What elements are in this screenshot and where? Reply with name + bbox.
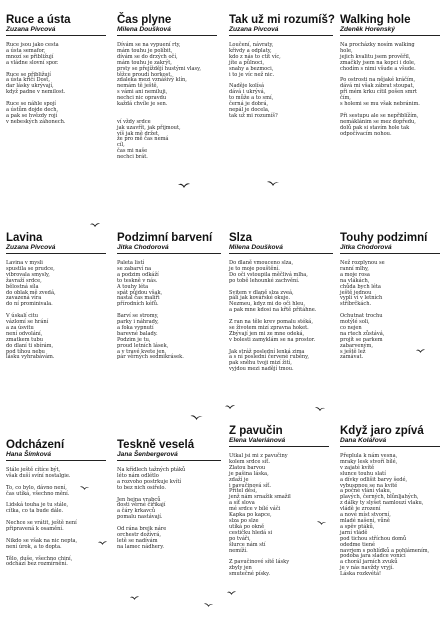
poem-line: Utkal jsi mi z pavučiny — [229, 453, 288, 459]
poem-title: Lavina — [6, 232, 43, 244]
poem-stanza — [229, 84, 333, 119]
poem-stanza — [229, 320, 333, 344]
poem-title: Z pavučin — [229, 425, 283, 437]
poem-stanza — [340, 43, 440, 73]
bird-icon — [130, 595, 139, 601]
poem-line: zmačkly jsem na kopci i dole, — [340, 59, 416, 66]
poem-stanza — [6, 43, 106, 67]
poem-line: a za úsvitu — [6, 324, 34, 331]
poem-line: Láska rozkvétá! — [340, 571, 382, 578]
poem-line: Naděje kolísá — [229, 83, 265, 90]
poem-line: léto nám odlétlo — [117, 472, 159, 479]
poem-line: to bez nich osiřelo. — [117, 484, 166, 491]
poem-teskne-vesela — [117, 439, 221, 557]
poem-line: to teskně v nás. — [117, 277, 158, 284]
poem-walking-hole — [340, 14, 440, 143]
poem-line: není úrok, a to dopta. — [6, 543, 62, 550]
poem-line: a chorál jarních zvuků — [340, 559, 398, 566]
poem-author: Milena Doušková — [229, 244, 333, 254]
poem-line: je to moje pouštění. — [229, 265, 280, 272]
poem-line: ví vždy srdce — [117, 118, 151, 125]
poem-line: dolů pak si stavím hole tak — [340, 124, 410, 131]
poem-line: pomalu nastávají. — [117, 514, 163, 521]
poem-line: jak uzavřít, jak přijmout, — [117, 124, 181, 131]
poem-body — [117, 43, 217, 161]
poem-line: a spěv ptáků, — [340, 523, 375, 530]
poem-line: do oblak mě zvedá, — [6, 289, 56, 296]
poem-line: Z ran na těle krev pomalu stéká, — [229, 319, 313, 326]
poem-title: Podzimní barvení — [117, 232, 213, 244]
poem-line: stříbrčkách. — [340, 301, 372, 308]
poem-line: z dálky ty slyšet namlouzí vlaku, — [340, 500, 424, 507]
poem-podzimni-barveni — [117, 232, 221, 367]
poem-stanza — [117, 314, 221, 361]
poem-stanza — [340, 78, 440, 108]
poem-line: při mém krku cítil pošen smrt — [340, 89, 417, 96]
poem-line: v bolesti zamyklám se na prostor. — [229, 336, 316, 343]
poem-line: jenž nám srnažik smažil — [229, 494, 291, 501]
poem-author: Jana Šenbergerová — [117, 451, 221, 461]
poem-line: A touhy léta — [117, 283, 149, 290]
poem-author: Jitka Chodorová — [117, 244, 221, 254]
poem-line: nemám tě ještě, — [117, 83, 159, 90]
poem-line: to může a to smí, — [229, 95, 274, 102]
poem-line: Paleta listí — [117, 260, 145, 266]
poem-body — [6, 468, 106, 568]
poem-line: jíte a půlnoci, — [229, 59, 265, 66]
poem-title: Čas plyne — [117, 14, 172, 26]
bird-icon — [225, 404, 235, 410]
poem-line: dává i ukrývá, — [229, 89, 266, 96]
poem-line: nepál je docela, — [229, 106, 270, 113]
poem-line: orchestr dožívrá, — [117, 531, 161, 538]
poem-stanza — [117, 261, 221, 308]
poem-line: čím, — [340, 95, 351, 102]
poem-line: nastal čas malíři — [117, 295, 160, 302]
poem-line: vyjdou mezi nadějí tmou. — [229, 366, 294, 373]
poem-line: v nebeských záhonech. — [6, 118, 66, 125]
poem-line: a ústa křičí Dost, — [6, 77, 50, 84]
poem-line: vibrovala smysly, — [6, 271, 50, 278]
poem-line: Lavina v mysli — [6, 260, 43, 266]
poem-line: a podzim odkáží — [117, 271, 159, 278]
poem-line: že pro mě čas nemá — [117, 136, 169, 143]
poem-line: motýlé soli, — [340, 319, 370, 326]
poem-line: Po ostrosti na nějaké kráčím, — [340, 77, 416, 84]
poem-stanza — [6, 521, 106, 533]
bird-icon — [315, 406, 325, 412]
poem-line: a pak mne kdosi na křtě přitáhne. — [229, 307, 317, 314]
bird-icon — [80, 485, 89, 491]
poem-line: Na procházky nosím walking — [340, 42, 415, 48]
poem-line: po tváři, — [229, 535, 251, 542]
poem-line: přírodních kéfů. — [117, 301, 159, 308]
poem-line: se životem mizí zpravna hoket. — [229, 324, 309, 331]
poem-author: Jitka Chodorová — [340, 244, 440, 254]
poem-line: na vlákách, — [340, 277, 370, 284]
poem-line: a foka vypnutí — [117, 324, 154, 331]
poem-line: tak už mi rozumíš? — [229, 112, 278, 119]
poem-line: ještě jednou — [340, 289, 372, 296]
poem-line: cestičku hledá si — [229, 529, 273, 536]
poem-kdyz-jaro-zpiva — [340, 425, 440, 584]
poem-body — [229, 261, 333, 373]
poem-z-pavucin — [229, 425, 329, 584]
poem-line: a moje rosa — [340, 271, 370, 278]
poem-line: zdaleka mezi vznášivý klín, — [117, 77, 187, 84]
poem-body — [6, 43, 106, 126]
poem-author: Zdeněk Horenský — [340, 26, 440, 36]
poem-stanza — [229, 350, 333, 374]
poem-cas-plyne — [117, 14, 217, 167]
poem-stanza — [117, 43, 217, 108]
poem-line: barevné balady. — [117, 330, 158, 337]
poem-line: Ruce se přibližují — [6, 71, 51, 78]
poem-stanza — [340, 314, 440, 361]
poem-stanza — [6, 486, 106, 498]
poem-line: zmatkem tubu — [6, 336, 44, 343]
poem-stanza — [6, 102, 106, 126]
poem-stanza — [229, 560, 329, 578]
poem-line: spustila se prudce, — [6, 265, 55, 272]
poem-line: Nezmeu, kdyz mi do oči hleu, — [229, 301, 306, 308]
bird-icon — [317, 520, 326, 526]
bird-icon — [98, 540, 107, 546]
poem-line: Zlatou barvou — [229, 464, 266, 471]
poem-line: Jen hejna vrabců — [117, 496, 161, 503]
poem-line: ranní mlhy, — [340, 265, 369, 272]
poem-line: pár věrných sedmikrásek. — [117, 354, 184, 361]
bird-icon — [90, 222, 100, 228]
poem-line: Stále ještě cítíce být, — [6, 467, 61, 473]
poem-line: Ochutnat trochu — [340, 313, 383, 320]
poem-line: pod tíhou nebu — [6, 348, 45, 355]
poem-line: mám touhu je políbit, — [117, 47, 173, 54]
poem-stanza — [6, 314, 106, 361]
poem-title: Ruce a ústa — [6, 14, 71, 26]
poem-line: V úskalí citu — [6, 313, 39, 320]
poem-line: jarní vládě — [340, 529, 368, 536]
poem-author: Hana Šímková — [6, 451, 106, 461]
poem-author: Dana Kolářová — [340, 437, 440, 447]
poem-line: na lamec nádhery. — [117, 543, 165, 550]
poem-line: Ruce se náhle spojí — [6, 101, 56, 108]
poem-stanza — [6, 503, 106, 515]
poem-author: Elena Valeriánová — [229, 437, 329, 447]
poem-tak-uz-mi-rozumis — [229, 14, 333, 126]
poem-line: vybuspnou se na kvité — [340, 482, 398, 489]
poem-stanza — [340, 114, 440, 138]
poem-line: zabarveným, — [340, 342, 373, 349]
poem-line: jejich kvalitu jsem prověřil, — [340, 53, 411, 60]
poem-line: není odvolání, — [6, 330, 43, 337]
poem-line: žavraží srdce, — [6, 277, 42, 284]
poem-line: dívám se do drzých očí, — [117, 53, 178, 60]
poem-stanza — [6, 468, 106, 480]
poem-line: parky i náhrady, — [117, 319, 159, 326]
poem-line: Do dlaně vmouceno slza, — [229, 260, 294, 266]
poem-lavina — [6, 232, 106, 367]
poem-line: kdo z nás to ctít víc, — [229, 53, 281, 60]
poem-line: připravená k osamění. — [6, 526, 64, 533]
poem-stanza — [6, 73, 106, 97]
poem-line: mladé našení, vůně — [340, 517, 390, 524]
poem-line: Loučení, návraty, — [229, 42, 274, 48]
bird-icon — [204, 602, 213, 608]
poem-line: To, co bylo, dávno není, — [6, 484, 67, 491]
poem-line: do ní prominivala. — [6, 301, 53, 308]
poem-line: a vládne slovní spor. — [6, 59, 59, 66]
poem-line: s vámi ani nemiluji, — [117, 89, 168, 96]
poem-line: podoba jara sladce vonící — [340, 553, 406, 560]
poem-line: plavých, černých, blůnljahých, — [340, 494, 419, 501]
poem-line: s ještě lež — [340, 348, 366, 355]
poem-line: nemáklánim se mez dopředu, — [340, 118, 416, 125]
poem-line: dar lásky ukrývají, — [6, 83, 54, 90]
poem-line: Kapka po kapce, — [229, 512, 272, 519]
poem-title: Tak už mi rozumíš? — [229, 14, 335, 26]
poem-line: slunce touhu slatí — [340, 470, 386, 477]
poem-line: snahy a bezmoci, — [229, 65, 274, 72]
poem-line: mnozí se přibližují — [6, 53, 54, 60]
poem-line: zavazená víra — [6, 295, 42, 302]
poem-stanza — [340, 261, 440, 308]
poem-line: čas utíká, všechno mění. — [6, 490, 70, 497]
poem-line: čas mi naše — [117, 148, 148, 155]
poem-line: Než rozplynou se — [340, 260, 385, 266]
poem-line: i pavučinová síť. — [229, 482, 271, 489]
poem-line: Při sestupu ale se nepřiblížím, — [340, 112, 419, 119]
poem-odchazeni — [6, 439, 106, 574]
poem-body — [117, 468, 221, 551]
poem-line: a dívky odlišit barvy šedé, — [340, 476, 408, 483]
poem-line: a ústa semafor, — [6, 47, 46, 54]
poem-stanza — [117, 468, 221, 492]
poem-slza — [229, 232, 333, 379]
bird-icon — [227, 590, 236, 596]
poem-line: mraky lesk stvoří bílé, — [340, 458, 398, 465]
poem-body — [6, 261, 106, 361]
poem-line: a nové míst stvorní, — [340, 512, 391, 519]
poem-ruce-a-usta — [6, 14, 106, 132]
poem-line: Přeplula k nám vesna, — [340, 453, 398, 459]
poem-line: Z pavučinové sítě lásky — [229, 559, 290, 566]
poem-line: křivdy a odplaty, — [229, 47, 272, 54]
poem-body — [117, 261, 221, 361]
poem-body — [229, 454, 329, 578]
poem-title: Slza — [229, 232, 253, 244]
poem-line: těžce proudí horkost, — [117, 71, 172, 78]
poem-line: a s ní poslední červené ruběny, — [229, 354, 309, 361]
poem-line: šlurce nám stí — [229, 541, 266, 548]
poem-line: však duší svíní nostalgie. — [6, 472, 71, 479]
poem-line: co nejen — [340, 324, 362, 331]
poem-line: Tělo, duše, všechno chiní, — [6, 555, 73, 562]
poem-line: nechci brát. — [117, 154, 148, 161]
poem-line: zbyly jen — [229, 565, 252, 572]
poem-author: Zuzana Pivcová — [229, 26, 333, 36]
poem-line: pálí jak kovářské okuje. — [229, 295, 290, 302]
poem-line: Nikdo se však na nic nepta, — [6, 537, 78, 544]
poem-title: Teskně veselá — [117, 439, 195, 451]
poem-line: odpočívacím nohou. — [340, 130, 392, 137]
poem-line: je v nás navždy vryjí. — [340, 565, 394, 572]
poem-line: je pašina láska, — [229, 470, 269, 477]
poem-touhy-podzimni — [340, 232, 440, 367]
poem-line: Přítel děsí, — [229, 488, 257, 495]
poem-stanza — [6, 557, 106, 569]
poem-line: Od rána brejk náre — [117, 526, 167, 533]
poem-line: vázlomí se hrání — [6, 319, 49, 326]
poem-stanza — [6, 261, 106, 308]
poem-line: pod tichou stříchou domů — [340, 535, 407, 542]
poem-stanza — [117, 114, 217, 161]
poem-body — [340, 43, 440, 137]
poem-line: Podzim je tu, — [117, 336, 151, 343]
poem-line: a čáry krkavců — [117, 508, 156, 515]
poem-line: nemíží. — [229, 547, 248, 554]
bird-icon — [416, 348, 425, 354]
poem-line: víš jak mě držet, — [117, 130, 160, 137]
poem-line: když padne v nemilost. — [6, 89, 66, 96]
poem-line: Jak stráž poslední lenká zima — [229, 348, 305, 355]
poem-stanza — [229, 43, 333, 78]
poem-author: Zuzana Pivcová — [6, 26, 106, 36]
poem-line: mám touhu je zakrýt, — [117, 59, 172, 66]
poem-line: navrjem s pohlídků a pohlámením, — [340, 547, 430, 554]
poem-line: Dívám se na vypuení rty, — [117, 42, 181, 48]
poem-line: bělostná síla — [6, 283, 39, 290]
poem-line: do dlaní ti sbírám, — [6, 342, 54, 349]
poem-line: Do oči vstoupila měčlivá mlha, — [229, 271, 308, 278]
poem-line: dává mi však zábrat stoupat, — [340, 83, 415, 90]
bird-icon — [267, 180, 279, 187]
poem-line: pak sněhu tvoji mizí žití, — [229, 360, 292, 367]
poem-line: utíká po okně — [229, 523, 265, 530]
bird-icon — [178, 182, 190, 189]
poem-line: nechci nic opravdu — [117, 95, 167, 102]
poem-line: po tobě lehounké zachvění. — [229, 277, 300, 284]
poem-line: slza po slze — [229, 517, 259, 524]
poem-stanza — [229, 454, 329, 554]
poem-line: hole, — [340, 47, 353, 54]
poem-line: letě se nadívám — [117, 537, 158, 544]
poem-line: Lidská touha je tu stále, — [6, 502, 69, 509]
poem-line: s holemi se mu však nebránim. — [340, 101, 420, 108]
poem-line: zamávat. — [340, 354, 364, 361]
poem-line: cítka, co ta bude dále. — [6, 508, 64, 515]
poem-line: projít se parkem — [340, 336, 383, 343]
poem-line: a počné vlání vlaku, — [340, 488, 392, 495]
poem-line: v zajaté kvítě — [340, 464, 375, 471]
poem-title: Odcházení — [6, 439, 65, 451]
poem-line: dosti věrné čiřikají — [117, 502, 166, 509]
poem-line: kolem srdce síť. — [229, 458, 270, 465]
poem-line: proud letních lásek, — [117, 342, 169, 349]
poem-stanza — [6, 539, 106, 551]
poem-body — [340, 261, 440, 361]
poem-line: i to je víc než nic. — [229, 71, 275, 78]
poem-body — [229, 43, 333, 120]
poem-line: se zabarví na — [117, 265, 152, 272]
poem-line: Barví se stromy, — [117, 313, 159, 320]
poem-stanza — [340, 454, 440, 578]
poem-line: a síť slova — [229, 500, 255, 507]
poem-line: odchází bez rozmírnění. — [6, 561, 68, 568]
poem-line: Na křídlech tažných ptáků — [117, 467, 186, 473]
poem-line: černá je dobrá, — [229, 101, 269, 108]
poem-line: na rtech zůstává, — [340, 330, 385, 337]
poem-line: zdaží je — [229, 476, 249, 483]
poem-title: Walking hole — [340, 14, 411, 26]
poem-line: Zbývají jen mi ze mne odeká, — [229, 330, 305, 337]
poem-line: a v travé kvete jen, — [117, 348, 167, 355]
poem-stanza — [117, 498, 221, 522]
poem-line: prsty se přejíždějí hustými vlasy, — [117, 65, 201, 72]
poem-body — [340, 454, 440, 578]
poem-line: vládě je zrození — [340, 506, 381, 513]
poem-line: Svitem v dlaně slza zveá, — [229, 289, 294, 296]
poem-title: Když jaro zpívá — [340, 425, 424, 437]
poem-line: každá chvíle je sen. — [117, 101, 168, 108]
poem-author: Milena Doušková — [117, 26, 217, 36]
poem-line: spát půjdou však, — [117, 289, 163, 296]
poem-line: odedme tiené — [340, 541, 376, 548]
poem-line: cíl, — [117, 142, 125, 149]
poem-author: Zuzana Pivcová — [6, 244, 106, 254]
poem-line: a pak se hvězdy rojí — [6, 112, 58, 119]
poem-stanza — [229, 261, 333, 285]
poem-line: Ruce jsou jako cesta — [6, 42, 59, 48]
poem-stanza — [229, 291, 333, 315]
poem-line: a ústům dojde dech, — [6, 106, 59, 113]
poem-line: chodím s nimi všude a všude. — [340, 65, 416, 72]
poem-line: smutečné písky. — [229, 571, 270, 578]
bird-icon — [190, 414, 203, 421]
poem-line: chůda bych léta — [340, 283, 381, 290]
poem-stanza — [117, 527, 221, 551]
poem-line: vyplí ví v letních — [340, 295, 383, 302]
poem-line: lásku vyhrabávám. — [6, 354, 55, 361]
poem-line: Nechce se vrátit, ještě není — [6, 520, 77, 527]
poem-title: Touhy podzimní — [340, 232, 428, 244]
poem-line: a rozvoho postrkuje kvítí — [117, 478, 182, 485]
poem-line: mé srdce v bílé váči — [229, 506, 281, 513]
